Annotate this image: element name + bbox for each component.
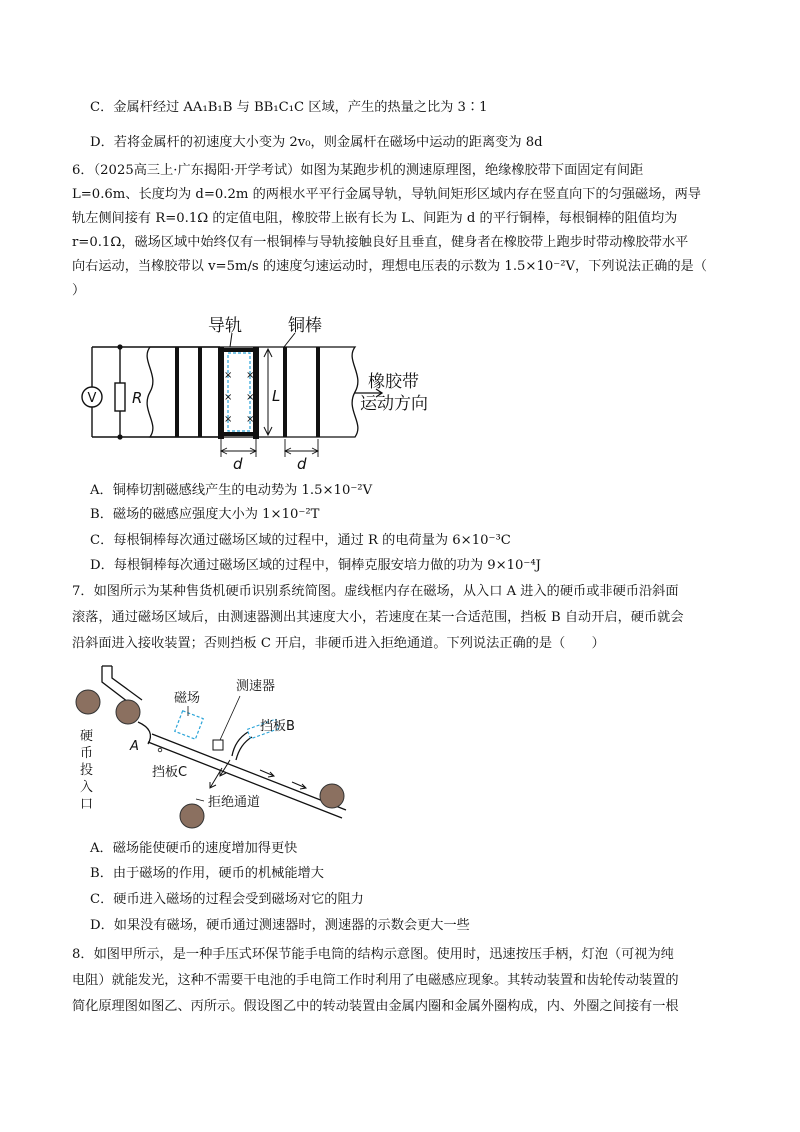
q7-option-d: D．如果没有磁场，硬币通过测速器时，测速器的示数会更大一些 xyxy=(90,918,470,933)
q6-stem-line-3: 轨左侧间接有 R=0.1Ω 的定值电阻，橡胶带上嵌有长为 L、间距为 d 的平行铜棒，每根铜棒的阻值均为 xyxy=(72,211,678,226)
q8-stem-line-2: 电阻）就能发光，这种不需要干电池的手电筒工作时利用了电磁感应现象。其转动装置和齿轮传动装置的 xyxy=(72,973,679,988)
q7-stem-line-3: 沿斜面进入接收装置；否则挡板 C 开启，非硬币进入拒绝通道。下列说法正确的是（ ） xyxy=(72,636,605,651)
q7-option-c: C．硬币进入磁场的过程会受到磁场对它的阻力 xyxy=(90,892,364,907)
q6-option-c: C．每根铜棒每次通过磁场区域的过程中，通过 R 的电荷量为 6×10⁻³C xyxy=(90,533,511,548)
q7-stem-line-1: 7．如图所示为某种售货机硬币识别系统简图。虚线框内存在磁场，从入口 A 进入的硬币或非硬币沿斜面 xyxy=(72,584,679,599)
magnetic-field-box xyxy=(175,711,203,739)
svg-text:×: × xyxy=(246,414,255,425)
svg-text:×: × xyxy=(246,370,255,381)
gate-c-label: 挡板C xyxy=(152,765,188,780)
sensor-label: 测速器 xyxy=(236,679,276,694)
gate-b-label: 挡板B xyxy=(260,719,295,734)
q6-stem-line-5: 向右运动，当橡胶带以 v=5m/s 的速度匀速运动时，理想电压表的示数为 1.5×10⁻²V，下列说法正确的是（ xyxy=(72,259,707,274)
direction-label: 运动方向 xyxy=(360,394,428,414)
q8-stem-line-1: 8．如图甲所示，是一种手压式环保节能手电筒的结构示意图。使用时，迅速按压手柄，灯泡（可视为纯 xyxy=(72,947,674,962)
q6-stem-line-2: L=0.6m、长度均为 d=0.2m 的两根水平平行金属导轨，导轨间矩形区域内存在竖直向下的匀强磁场，两导 xyxy=(72,187,701,202)
reject-label: 拒绝通道 xyxy=(208,795,261,810)
rod-spacing-label: d xyxy=(297,455,307,473)
magnet-label: 磁场 xyxy=(174,691,201,706)
copper-rod xyxy=(316,347,320,437)
length-label: L xyxy=(272,387,281,405)
coin xyxy=(180,804,204,828)
coin xyxy=(320,784,344,808)
svg-text:×: × xyxy=(224,392,233,403)
copper-rod xyxy=(175,347,179,437)
q6-option-b: B．磁场的磁感应强度大小为 1×10⁻²T xyxy=(90,507,320,522)
rod-label: 铜棒 xyxy=(288,316,322,336)
q5-option-c: C．金属杆经过 AA₁B₁B 与 BB₁C₁C 区域，产生的热量之比为 3∶1 xyxy=(90,100,488,115)
q6-option-d: D．每根铜棒每次通过磁场区域的过程中，铜棒克服安培力做的功为 9×10⁻⁴J xyxy=(90,558,541,573)
belt-label: 橡胶带 xyxy=(368,372,419,392)
resistor-icon xyxy=(115,383,125,411)
q7-figure-coin-sorter xyxy=(70,660,360,830)
q6-figure-treadmill xyxy=(70,305,470,475)
inlet-label xyxy=(80,729,93,812)
q7-option-a: A．磁场能使硬币的速度增加得更快 xyxy=(90,841,298,856)
svg-text:币: 币 xyxy=(80,746,94,761)
spacing-label: d xyxy=(233,455,243,473)
voltmeter-label: V xyxy=(87,391,97,406)
rail-label: 导轨 xyxy=(208,316,242,336)
svg-text:口: 口 xyxy=(80,797,94,812)
q6-stem-line-1: 6．（2025高三上·广东揭阳·开学考试）如图为某跑步机的测速原理图，绝缘橡胶带下面固定有间距 xyxy=(72,163,644,178)
svg-text:×: × xyxy=(224,370,233,381)
coin xyxy=(76,690,100,714)
q7-option-b: B．由于磁场的作用，硬币的机械能增大 xyxy=(90,866,324,881)
copper-rod xyxy=(198,347,202,437)
inlet-a-label: A xyxy=(130,739,139,754)
svg-text:投: 投 xyxy=(80,763,94,778)
copper-rod xyxy=(283,347,287,437)
resistor-label: R xyxy=(132,389,143,407)
q6-stem-line-6: ） xyxy=(72,283,86,298)
svg-text:入: 入 xyxy=(80,780,94,795)
q5-option-d: D．若将金属杆的初速度大小变为 2v₀，则金属杆在磁场中运动的距离变为 8d xyxy=(90,135,543,150)
svg-text:×: × xyxy=(224,414,233,425)
svg-text:×: × xyxy=(246,392,255,403)
coin xyxy=(116,700,140,724)
q6-stem-line-4: r=0.1Ω，磁场区域中始终仅有一根铜棒与导轨接触良好且垂直，健身者在橡胶带上跑步时带动橡胶带水平 xyxy=(72,235,689,250)
speed-sensor xyxy=(213,740,223,750)
q7-stem-line-2: 滚落，通过磁场区域后，由测速器测出其速度大小，若速度在某一合适范围，挡板 B 自动开启，硬币就会 xyxy=(72,610,684,625)
q6-option-a: A．铜棒切割磁感线产生的电动势为 1.5×10⁻²V xyxy=(90,483,373,498)
svg-text:硬: 硬 xyxy=(80,729,94,744)
q8-stem-line-3: 简化原理图如图乙、丙所示。假设图乙中的转动装置由金属内圈和金属外圈构成，内、外圈之间接有一根 xyxy=(72,999,679,1014)
